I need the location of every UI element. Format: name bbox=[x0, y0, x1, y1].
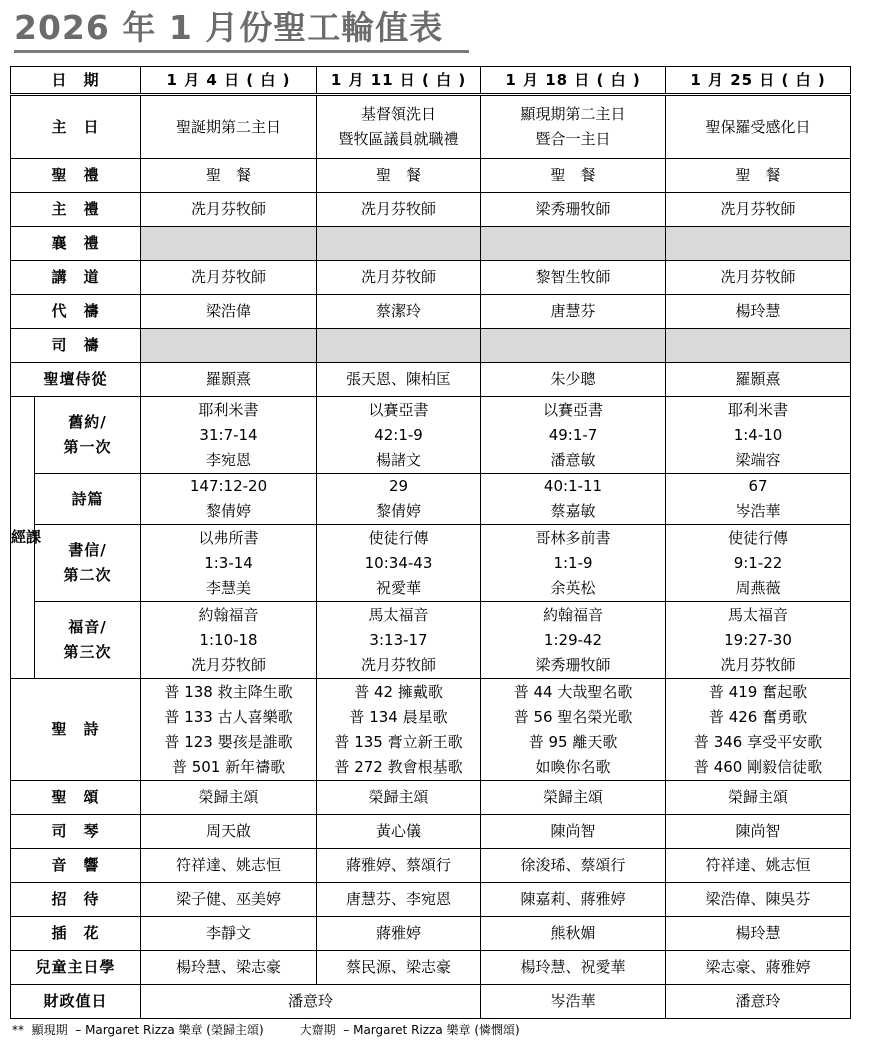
intercession-label: 代 禱 bbox=[11, 295, 141, 329]
flowers-row bbox=[11, 917, 851, 951]
date-header-label: 日 期 bbox=[11, 67, 141, 95]
ushers-cell-4: 梁浩偉、陳吳芬 bbox=[666, 883, 851, 917]
ushers-cell-3: 陳嘉莉、蔣雅婷 bbox=[481, 883, 666, 917]
anthem-row bbox=[11, 781, 851, 815]
sunday-school-label: 兒童主日學 bbox=[11, 951, 141, 985]
sunday-label: 主 日 bbox=[11, 95, 141, 159]
lectionary-label: 經課 bbox=[11, 397, 35, 679]
date-header-1: 1 月 4 日 ( 白 ) bbox=[141, 67, 317, 95]
reading-ot-cell-3: 以賽亞書 49:1-7 潘意敏 bbox=[481, 397, 666, 474]
reading-psalm-cell-1: 147:12-20 黎倩婷 bbox=[141, 474, 317, 525]
reading-epistle-cell-3: 哥林多前書 1:1-9 余英松 bbox=[481, 525, 666, 602]
liturgy-cell-3: 聖 餐 bbox=[481, 159, 666, 193]
sound-cell-4: 符祥達、姚志恒 bbox=[666, 849, 851, 883]
flowers-cell-2: 蔣雅婷 bbox=[317, 917, 481, 951]
assistant-row bbox=[11, 227, 851, 261]
intercession-cell-4: 楊玲慧 bbox=[666, 295, 851, 329]
flowers-label: 插 花 bbox=[11, 917, 141, 951]
prayer-leader-row bbox=[11, 329, 851, 363]
organ-label: 司 琴 bbox=[11, 815, 141, 849]
sermon-cell-1: 冼月芬牧師 bbox=[141, 261, 317, 295]
altar-server-cell-2: 張天恩、陳柏匡 bbox=[317, 363, 481, 397]
prayer-leader-cell-4 bbox=[666, 329, 851, 363]
organ-cell-3: 陳尚智 bbox=[481, 815, 666, 849]
sermon-cell-2: 冼月芬牧師 bbox=[317, 261, 481, 295]
liturgy-cell-1: 聖 餐 bbox=[141, 159, 317, 193]
sermon-cell-3: 黎智生牧師 bbox=[481, 261, 666, 295]
sunday-school-cell-2: 蔡民源、梁志豪 bbox=[317, 951, 481, 985]
sunday-cell-4: 聖保羅受感化日 bbox=[666, 95, 851, 159]
intercession-cell-1: 梁浩偉 bbox=[141, 295, 317, 329]
reading-epistle-cell-1: 以弗所書 1:3-14 李慧美 bbox=[141, 525, 317, 602]
liturgy-cell-4: 聖 餐 bbox=[666, 159, 851, 193]
reading-gospel-cell-2: 馬太福音 3:13-17 冼月芬牧師 bbox=[317, 602, 481, 679]
sunday-cell-1: 聖誕期第二主日 bbox=[141, 95, 317, 159]
sunday-cell-2: 基督領洗日 暨牧區議員就職禮 bbox=[317, 95, 481, 159]
duty-roster-table bbox=[10, 66, 851, 1019]
finance-label: 財政值日 bbox=[11, 985, 141, 1019]
reading-epistle-row bbox=[11, 525, 851, 602]
sunday-school-cell-1: 楊玲慧、梁志豪 bbox=[141, 951, 317, 985]
sound-cell-2: 蔣雅婷、蔡頌行 bbox=[317, 849, 481, 883]
reading-epistle-label: 書信/ 第二次 bbox=[35, 525, 141, 602]
sound-cell-3: 徐浚琋、蔡頌行 bbox=[481, 849, 666, 883]
celebrant-row bbox=[11, 193, 851, 227]
date-header-4: 1 月 25 日 ( 白 ) bbox=[666, 67, 851, 95]
reading-epistle-cell-4: 使徒行傳 9:1-22 周燕薇 bbox=[666, 525, 851, 602]
assistant-cell-3 bbox=[481, 227, 666, 261]
liturgy-cell-2: 聖 餐 bbox=[317, 159, 481, 193]
reading-ot-row bbox=[11, 397, 851, 474]
sermon-row bbox=[11, 261, 851, 295]
reading-epistle-cell-2: 使徒行傳 10:34-43 祝愛華 bbox=[317, 525, 481, 602]
reading-ot-cell-2: 以賽亞書 42:1-9 楊諸文 bbox=[317, 397, 481, 474]
anthem-cell-1: 榮歸主頌 bbox=[141, 781, 317, 815]
ushers-cell-2: 唐慧芬、李宛恩 bbox=[317, 883, 481, 917]
altar-server-cell-4: 羅顥熹 bbox=[666, 363, 851, 397]
anthem-cell-2: 榮歸主頌 bbox=[317, 781, 481, 815]
anthem-label: 聖 頌 bbox=[11, 781, 141, 815]
hymns-cell-3: 普 44 大哉聖名歌 普 56 聖名榮光歌 普 95 離天歌 如喚你名歌 bbox=[481, 679, 666, 781]
reading-psalm-cell-4: 67 岑浩華 bbox=[666, 474, 851, 525]
flowers-cell-4: 楊玲慧 bbox=[666, 917, 851, 951]
prayer-leader-cell-2 bbox=[317, 329, 481, 363]
reading-gospel-row bbox=[11, 602, 851, 679]
ushers-label: 招 待 bbox=[11, 883, 141, 917]
reading-gospel-cell-1: 約翰福音 1:10-18 冼月芬牧師 bbox=[141, 602, 317, 679]
finance-cell-1: 潘意玲 bbox=[141, 985, 481, 1019]
flowers-cell-3: 熊秋媚 bbox=[481, 917, 666, 951]
celebrant-cell-2: 冼月芬牧師 bbox=[317, 193, 481, 227]
finance-cell-2: 岑浩華 bbox=[481, 985, 666, 1019]
prayer-leader-cell-3 bbox=[481, 329, 666, 363]
altar-server-cell-3: 朱少聰 bbox=[481, 363, 666, 397]
celebrant-cell-1: 冼月芬牧師 bbox=[141, 193, 317, 227]
altar-server-cell-1: 羅顥熹 bbox=[141, 363, 317, 397]
date-header-2: 1 月 11 日 ( 白 ) bbox=[317, 67, 481, 95]
reading-ot-cell-4: 耶利米書 1:4-10 梁端容 bbox=[666, 397, 851, 474]
anthem-cell-4: 榮歸主頌 bbox=[666, 781, 851, 815]
intercession-row bbox=[11, 295, 851, 329]
sunday-cell-3: 顯現期第二主日 暨合一主日 bbox=[481, 95, 666, 159]
reading-ot-label: 舊約/ 第一次 bbox=[35, 397, 141, 474]
sound-cell-1: 符祥達、姚志恒 bbox=[141, 849, 317, 883]
intercession-cell-2: 蔡潔玲 bbox=[317, 295, 481, 329]
anthem-cell-3: 榮歸主頌 bbox=[481, 781, 666, 815]
celebrant-label: 主 禮 bbox=[11, 193, 141, 227]
sound-label: 音 響 bbox=[11, 849, 141, 883]
finance-row bbox=[11, 985, 851, 1019]
sermon-cell-4: 冼月芬牧師 bbox=[666, 261, 851, 295]
footnote: ** 顯現期 – Margaret Rizza 樂章 (榮歸主頌) 大齋期 – Margaret Rizza 樂章 (憐憫頌) bbox=[12, 1023, 520, 1037]
sunday-school-cell-3: 楊玲慧、祝愛華 bbox=[481, 951, 666, 985]
intercession-cell-3: 唐慧芬 bbox=[481, 295, 666, 329]
header-row bbox=[11, 67, 851, 95]
prayer-leader-label: 司 禱 bbox=[11, 329, 141, 363]
assistant-label: 襄 禮 bbox=[11, 227, 141, 261]
prayer-leader-cell-1 bbox=[141, 329, 317, 363]
sound-row bbox=[11, 849, 851, 883]
celebrant-cell-4: 冼月芬牧師 bbox=[666, 193, 851, 227]
reading-psalm-label: 詩篇 bbox=[35, 474, 141, 525]
assistant-cell-4 bbox=[666, 227, 851, 261]
organ-cell-1: 周天啟 bbox=[141, 815, 317, 849]
date-header-3: 1 月 18 日 ( 白 ) bbox=[481, 67, 666, 95]
liturgy-label: 聖 禮 bbox=[11, 159, 141, 193]
sunday-school-row bbox=[11, 951, 851, 985]
reading-psalm-cell-2: 29 黎倩婷 bbox=[317, 474, 481, 525]
altar-server-row bbox=[11, 363, 851, 397]
reading-gospel-cell-3: 約翰福音 1:29-42 梁秀珊牧師 bbox=[481, 602, 666, 679]
organ-cell-2: 黃心儀 bbox=[317, 815, 481, 849]
finance-cell-3: 潘意玲 bbox=[666, 985, 851, 1019]
hymns-row bbox=[11, 679, 851, 781]
celebrant-cell-3: 梁秀珊牧師 bbox=[481, 193, 666, 227]
sermon-label: 講 道 bbox=[11, 261, 141, 295]
ushers-row bbox=[11, 883, 851, 917]
sunday-school-cell-4: 梁志豪、蔣雅婷 bbox=[666, 951, 851, 985]
hymns-label: 聖 詩 bbox=[11, 679, 141, 781]
hymns-cell-2: 普 42 擁戴歌 普 134 晨星歌 普 135 膏立新王歌 普 272 教會根基歌 bbox=[317, 679, 481, 781]
hymns-cell-4: 普 419 奮起歌 普 426 奮勇歌 普 346 享受平安歌 普 460 剛毅信徒歌 bbox=[666, 679, 851, 781]
reading-gospel-cell-4: 馬太福音 19:27-30 冼月芬牧師 bbox=[666, 602, 851, 679]
altar-server-label: 聖壇侍從 bbox=[11, 363, 141, 397]
organ-cell-4: 陳尚智 bbox=[666, 815, 851, 849]
assistant-cell-1 bbox=[141, 227, 317, 261]
reading-ot-cell-1: 耶利米書 31:7-14 李宛恩 bbox=[141, 397, 317, 474]
sunday-row bbox=[11, 95, 851, 159]
reading-psalm-row bbox=[11, 474, 851, 525]
reading-gospel-label: 福音/ 第三次 bbox=[35, 602, 141, 679]
reading-psalm-cell-3: 40:1-11 蔡嘉敏 bbox=[481, 474, 666, 525]
flowers-cell-1: 李靜文 bbox=[141, 917, 317, 951]
organ-row bbox=[11, 815, 851, 849]
ushers-cell-1: 梁子健、巫美婷 bbox=[141, 883, 317, 917]
liturgy-row bbox=[11, 159, 851, 193]
page-title: 2026 年 1 月份聖工輪值表 bbox=[14, 8, 444, 47]
title-underline bbox=[14, 50, 469, 53]
assistant-cell-2 bbox=[317, 227, 481, 261]
hymns-cell-1: 普 138 救主降生歌 普 133 古人喜樂歌 普 123 嬰孩是誰歌 普 501 新年禱歌 bbox=[141, 679, 317, 781]
